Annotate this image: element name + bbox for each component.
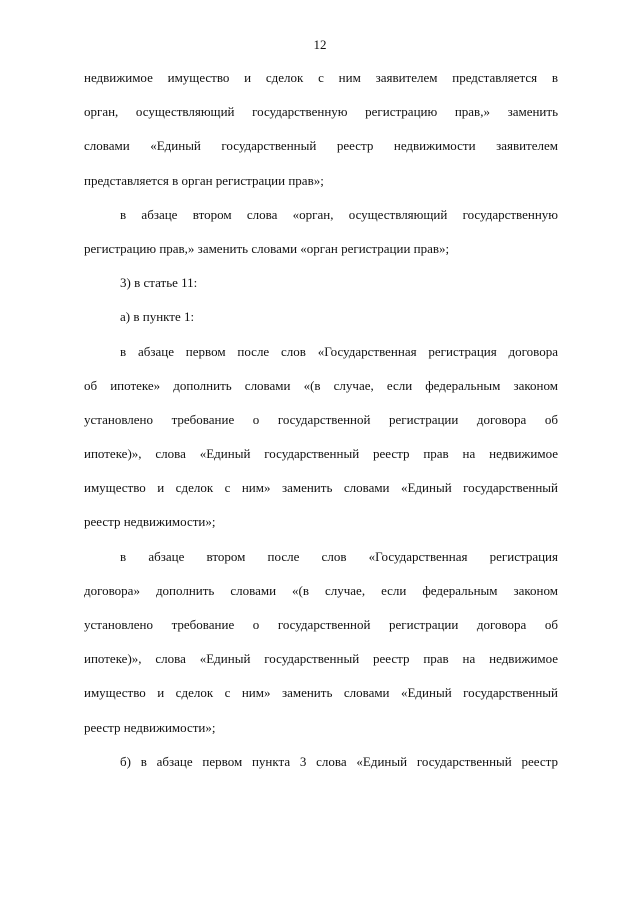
text-line: реестр недвижимости»;: [84, 719, 216, 735]
text-line: в абзаце первом после слов «Государственная регистрация договора: [120, 343, 558, 359]
text-line: имущество и сделок с ним» заменить словами «Единый государственный: [84, 480, 558, 496]
text-line: договора» дополнить словами «(в случае, если федеральным законом: [84, 582, 558, 598]
text-line: словами «Единый государственный реестр недвижимости заявителем: [84, 138, 558, 154]
text-line: недвижимое имущество и сделок с ним заявителем представляется в: [84, 70, 558, 85]
text-line: ипотеке)», слова «Единый государственный реестр прав на недвижимое: [84, 446, 558, 462]
text-line: орган, осуществляющий государственную регистрацию прав,» заменить: [84, 104, 558, 120]
text-line: установлено требование о государственной регистрации договора об: [84, 617, 558, 632]
text-line: ипотеке)», слова «Единый государственный реестр прав на недвижимое: [84, 651, 558, 667]
text-line: в абзаце втором слова «орган, осуществляющий государственную: [120, 206, 558, 222]
page-number: 12: [313, 37, 327, 52]
document-body: [84, 67, 558, 785]
text-line: об ипотеке» дополнить словами «(в случае, если федеральным законом: [84, 377, 558, 393]
text-line: 3) в статье 11:: [120, 275, 198, 291]
text-line: а) в пункте 1:: [120, 309, 195, 325]
text-line: установлено требование о государственной регистрации договора об: [84, 411, 558, 427]
text-line: б) в абзаце первом пункта 3 слова «Единый государственный реестр: [120, 753, 558, 769]
text-line: реестр недвижимости»;: [84, 514, 216, 530]
text-line: регистрацию прав,» заменить словами «орган регистрации прав»;: [84, 240, 450, 256]
text-line: имущество и сделок с ним» заменить словами «Единый государственный: [84, 685, 558, 701]
text-line: в абзаце втором после слов «Государственная регистрация: [120, 548, 558, 564]
text-line: представляется в орган регистрации прав»;: [84, 172, 324, 188]
